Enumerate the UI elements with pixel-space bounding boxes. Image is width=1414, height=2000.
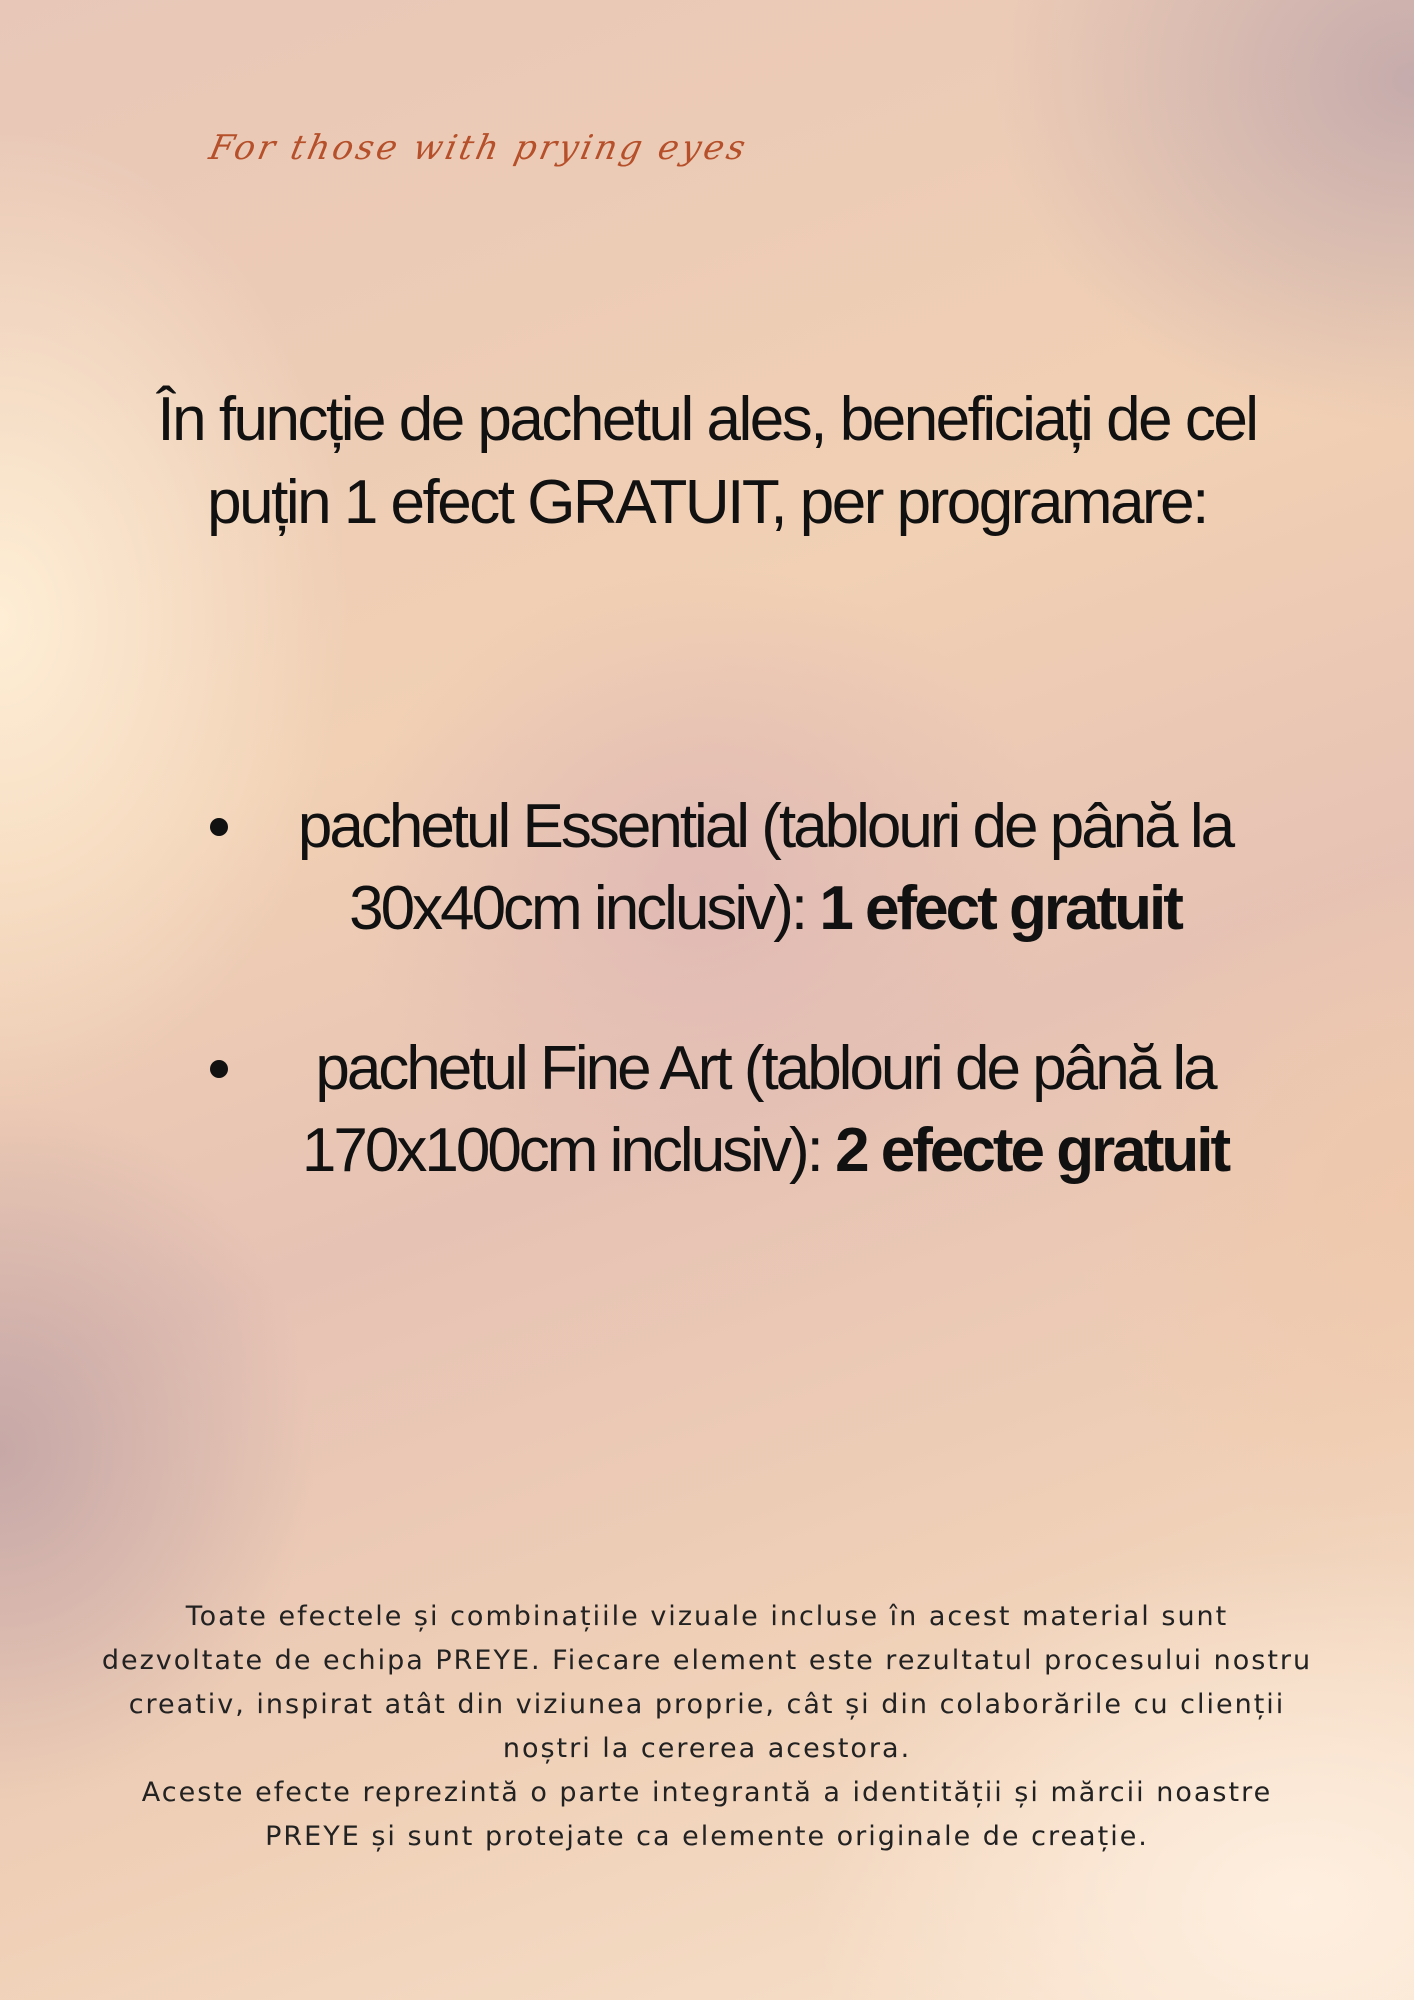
footer-note	[100, 1595, 1314, 1859]
package-description: pachetul Fine Art (tablouri de până la 170x100cm inclusiv):	[301, 1034, 1215, 1185]
package-benefit: 1 efect gratuit	[819, 874, 1181, 943]
tagline: For those with prying eyes	[205, 128, 752, 168]
bullet-icon	[210, 1060, 228, 1078]
package-description: pachetul Essential (tablouri de până la 30x40cm inclusiv):	[297, 792, 1233, 943]
list-item-fine-art	[200, 1028, 1280, 1192]
page-heading: În funcție de pachetul ales, beneficiați de cel puțin 1 efect GRATUIT, per programare:	[157, 385, 1257, 537]
list-item-essential	[200, 786, 1280, 950]
package-list	[200, 786, 1280, 1192]
footer-paragraph-1: Toate efectele și combinațiile vizuale incluse în acest material sunt dezvoltate de echipa PREYE. Fiecare element este rezultatul procesului nostru creativ, inspirat atât din viziunea proprie, cât și din colaborările cu clienții noștri la cererea acestora.	[101, 1601, 1313, 1764]
package-benefit: 2 efecte gratuit	[835, 1116, 1229, 1185]
bullet-icon	[210, 818, 228, 836]
footer-paragraph-2: Aceste efecte reprezintă o parte integrantă a identității și mărcii noastre PREYE și sunt protejate ca elemente originale de creație.	[141, 1777, 1273, 1852]
